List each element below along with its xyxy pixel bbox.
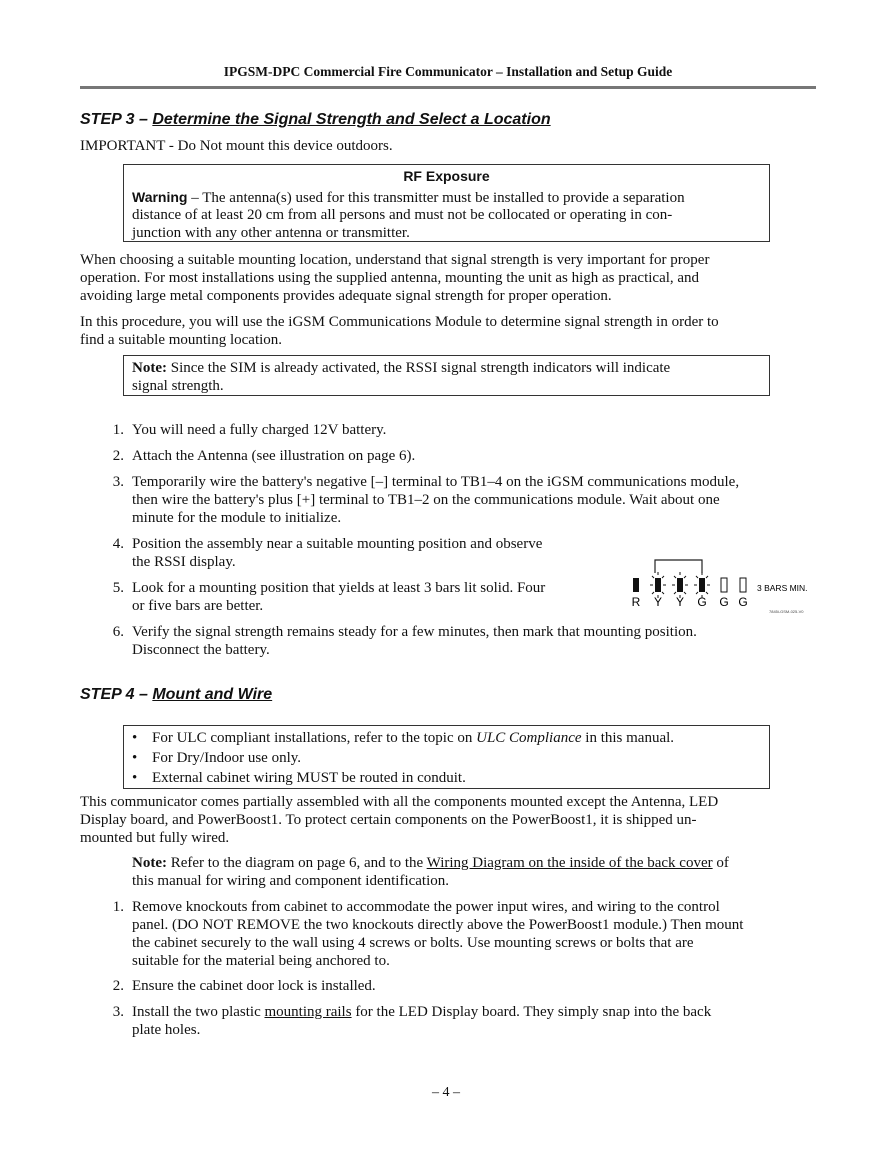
paragraph-line: avoiding large metal components provides adequate signal strength for proper operation. [80, 288, 612, 304]
paragraph-line: This communicator comes partially assembled with all the components mounted except the Antenna, LED [80, 794, 719, 810]
step4-heading-prefix: STEP 4 – [80, 686, 153, 703]
step4-requirements-box: • For ULC compliant installations, refer to the topic on ULC Compliance in this manual. • For Dry/Indoor use only. • External cabinet wiring MUST be routed in conduit. [123, 725, 770, 789]
sim-note-line1: Note: Since the SIM is already activated, the RSSI signal strength indicators will indicate [132, 360, 671, 376]
paragraph-line: mounted but fully wired. [80, 830, 230, 846]
figure-code: 7845i-GSM-025-V0 [769, 609, 804, 614]
led-g2-unlit [721, 578, 727, 592]
sim-note-line2: signal strength. [132, 378, 224, 394]
wiring-diagram-link[interactable]: Wiring Diagram on the inside of the back cover [426, 855, 713, 871]
rf-warning-line1: Warning – The antenna(s) used for this transmitter must be installed to provide a separation [132, 189, 685, 206]
note-label: Note: [132, 360, 167, 376]
mounting-rails-link[interactable]: mounting rails [264, 1004, 352, 1020]
step4-heading-title: Mount and Wire [152, 686, 273, 703]
page-number: – 4 – [432, 1085, 460, 1100]
step3-heading-title: Determine the Signal Strength and Select a Location [152, 111, 551, 128]
led-letter: G [697, 595, 707, 609]
led-letter: G [719, 595, 729, 609]
step3-heading [80, 111, 551, 129]
header-rule [80, 86, 816, 89]
min-bars-label: 3 BARS MIN. [757, 583, 808, 593]
paragraph-line: find a suitable mounting location. [80, 332, 283, 348]
led-letter: Y [653, 595, 663, 609]
paragraph-line: operation. For most installations using the supplied antenna, mounting the unit as high as practical, and [80, 270, 700, 286]
led-letter: Y [675, 595, 685, 609]
paragraph-line: Display board, and PowerBoost1. To protect certain components on the PowerBoost1, it is shipped un- [80, 812, 697, 828]
document-page: IPGSM-DPC Commercial Fire Communicator – Installation and Setup Guide STEP 3 – Determine the Signal Strength and Select a Location IMPORTANT - Do Not mount this device outdoors. RF Exposure Warning – The antenna(s) used for this transmitter must be installed to provide a separation distance of at least 20 cm from all persons and must not be collocated or operating in con- junction with any other antenna or transmitter. When choosing a suitable mounting location, understand that signal strength is very important for proper operation. For most installations using the supplied antenna, mounting the unit as high as practical, and avoiding large metal components provides adequate signal strength for proper operation. In this procedure, you will use the iGSM Communications Module to determine signal strength in order to find a suitable mounting location. Note: Since the SIM is already activated, the RSSI signal strength indicators will indicate signal strength. 1. You will need a fully charged 12V battery. 2. Attach the Antenna (see illustration on page 6). 3. Temporarily wire the battery's negative [–] terminal to TB1–4 on the iGSM communications module, then wire the battery's plus [+] terminal to TB1–2 on the communications module. Wait about one minute for the module to initialize. 4. Position the assembly near a suitable mounting position and observe the RSSI display. 5. Look for a mounting position that yields at least 3 bars lit solid. Four or five bars are better. 6. Verify the signal strength remains steady for a few minutes, then mark that mounting position. Disconnect the battery. R Y Y G G G 3 BARS MIN. 7845i-GSM-025-V0 STEP 4 – Mount and Wire • For ULC compliant installations, refer to the topic on ULC Compliance in this manual. • For Dry/Indoor use only. • External cabinet wiring MUST be routed in conduit. This communicator comes partially assembled with all the components mounted except the Antenna, LED Display board, and PowerBoost1. To protect certain components on the PowerBoost1, it is shipped un- mounted but fully wired. Note: Refer to the diagram on page 6, and to the Wiring Diagram on the inside of the back cover of this manual for wiring and component identification. 1. Remove knockouts from cabinet to accommodate the power input wires, and wiring to the control panel. (DO NOT REMOVE the two knockouts directly above the PowerBoost1 module.) Then mount the cabinet securely to the wall using 4 screws or bolts. Use mounting screws or bolts that are suitable for the material being anchored to. 2. Ensure the cabinet door lock is installed. 3. Install the two plastic mounting rails for the LED Display board. They simply snap into the back plate holes. – 4 – [0, 0, 892, 1155]
step3-heading-prefix: STEP 3 – [80, 111, 153, 128]
wiring-note-line1: Note: Refer to the diagram on page 6, and to the Wiring Diagram on the inside of the back cover of [132, 855, 729, 871]
paragraph-line: In this procedure, you will use the iGSM Communications Module to determine signal strength in order to [80, 314, 719, 330]
sim-note-box [123, 355, 770, 396]
rssi-diagram [624, 554, 814, 616]
led-letter: G [738, 595, 748, 609]
led-g3-unlit [740, 578, 746, 592]
bracket-line [655, 560, 702, 573]
note-label: Note: [132, 855, 167, 871]
rf-warning-line2: distance of at least 20 cm from all persons and must not be collocated or operating in con- [132, 207, 673, 223]
led-r-lit [633, 578, 639, 592]
step4-heading [80, 686, 272, 704]
running-header: IPGSM-DPC Commercial Fire Communicator – Installation and Setup Guide [223, 64, 673, 79]
led-letter: R [631, 595, 641, 609]
rf-exposure-title: RF Exposure [403, 168, 490, 184]
rf-exposure-box [123, 164, 770, 242]
important-notice: IMPORTANT - Do Not mount this device outdoors. [80, 138, 393, 154]
warning-label: Warning [132, 189, 188, 205]
rf-warning-line3: junction with any other antenna or transmitter. [132, 225, 410, 241]
paragraph-line: When choosing a suitable mounting location, understand that signal strength is very important for proper [80, 252, 710, 268]
wiring-note-line2: this manual for wiring and component identification. [132, 873, 450, 889]
